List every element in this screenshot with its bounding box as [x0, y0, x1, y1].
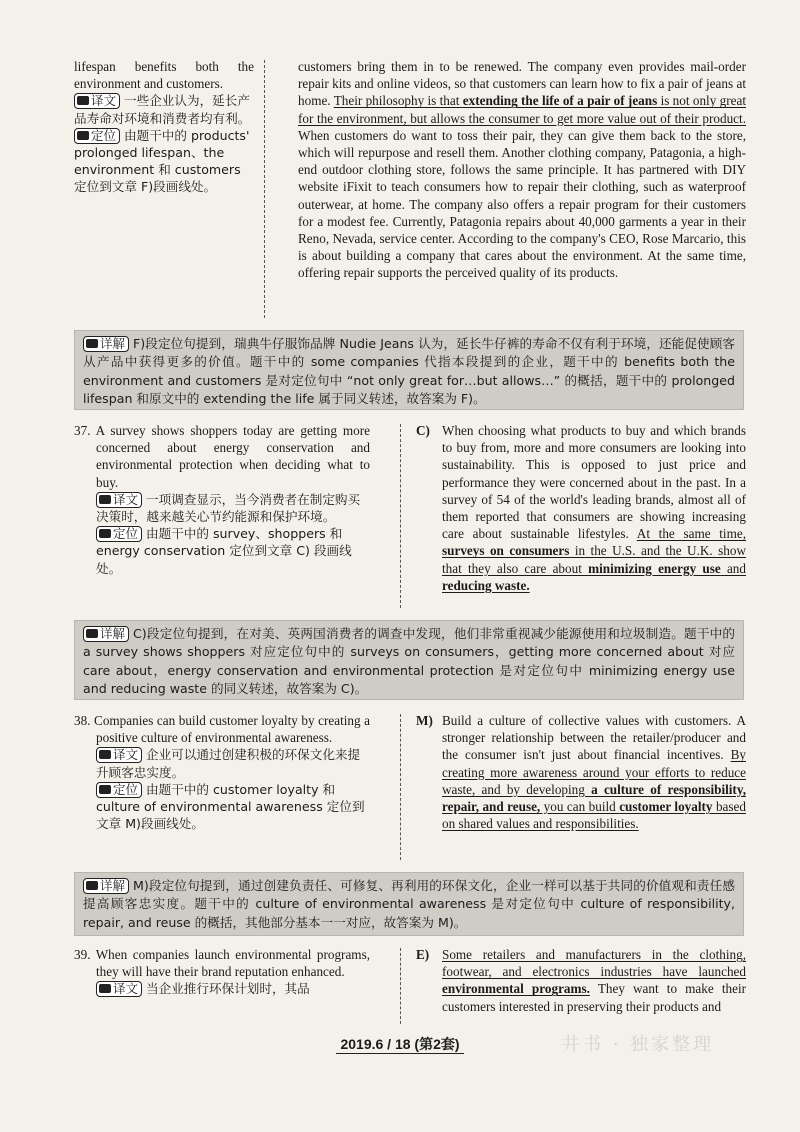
block-question-36-tail — [74, 58, 746, 320]
left-column — [74, 946, 370, 998]
locate-note: 定位 由题干中的 products' prolonged lifespan、the environment 和 customers 定位到文章 F)段画线处。 — [74, 127, 250, 195]
column-divider — [400, 948, 401, 1024]
translation: 译文 一些企业认为，延长产品寿命对环境和消费者均有利。 — [74, 93, 251, 126]
translation: 译文 当企业推行环保计划时，其品 — [74, 980, 370, 997]
column-divider — [400, 714, 401, 860]
block-question-37 — [74, 422, 746, 610]
book-icon — [99, 785, 111, 794]
explanation-box-c: 详解 C)段定位句提到，在对美、英两国消费者的调查中发现，他们非常重视减少能源使用和垃圾制造。题干中的 a survey shows shoppers 对应定位句中的 surveys on consumers，getting more concerned about 对应 care about，energy conservation and environmental protection 是对定位句中 minimizing energy use and reducing waste 的同义转述，故答案为 C)。 — [74, 620, 744, 700]
book-icon — [86, 881, 98, 890]
translation-tag: 译文 — [96, 747, 142, 763]
left-column — [74, 422, 370, 577]
question-text: 38. Companies can build customer loyalty by creating a positive culture of environmental awareness. — [74, 713, 370, 746]
question-text: 37. A survey shows shoppers today are getting more concerned about energy conservation and environmental protection when deciding what to buy. — [74, 423, 370, 490]
passage-paragraph-c: C) When choosing what products to buy and which brands to buy from, more and more consumers are looking into sustainability. This is opposed to just price and performance they were concerned about in the past. In a survey of 54 of the world's leading brands, almost all of them reported that consumers are showing increasing care about sustainable lifestyles. At the same time, surveys on consumers in the U.S. and the U.K. show that they also care about minimizing energy use and reducing waste. — [416, 423, 746, 593]
column-divider — [400, 424, 401, 608]
book-icon — [77, 131, 89, 140]
locate-tag: 定位 — [96, 526, 142, 542]
book-icon — [99, 529, 111, 538]
explanation-box-m: 详解 M)段定位句提到，通过创建负责任、可修复、再利用的环保文化，企业一样可以基于共同的价值观和责任感提高顾客忠实度。题干中的 culture of environmental awareness 是对定位句中 culture of responsibility, repair, and reuse 的概括，其他部分基本一一对应，故答案为 M)。 — [74, 872, 744, 936]
locate-note: 定位 由题干中的 survey、shoppers 和 energy conservation 定位到文章 C) 段画线处。 — [96, 526, 352, 576]
locate-note: 定位 由题干中的 customer loyalty 和 culture of environmental awareness 定位到文章 M)段画线处。 — [96, 781, 365, 832]
explanation-box-f: 详解 F)段定位句提到，瑞典牛仔服饰品牌 Nudie Jeans 认为，延长牛仔裤的寿命不仅有利于环境，还能促使顾客从产品中获得更多的价值。题干中的 some companies 代指本段提到的企业，题干中的 benefits both the environment and customers 是对定位句中 “not only great for…but allows…” 的概括，题干中的 prolonged lifespan 和原文中的 extending the life 属于同义转述，故答案为 F)。 — [74, 330, 744, 410]
page-footer: 2019.6 / 18 (第2套) — [0, 1034, 800, 1054]
locate-tag: 定位 — [96, 782, 142, 798]
question-text: 39. When companies launch environmental programs, they will have their brand reputation enhanced. — [74, 947, 370, 980]
translation: 译文 企业可以通过创建积极的环保文化来提升顾客忠实度。 — [96, 747, 361, 780]
book-icon — [99, 750, 111, 759]
book-icon — [86, 339, 98, 348]
explanation-tag: 详解 — [83, 336, 129, 352]
passage-paragraph-m: M) Build a culture of collective values with customers. A stronger relationship between the retailer/producer and the consumer isn't just about financial incentives. By creating more awareness around your efforts to reduce waste, and by developing a culture of responsibility, repair, and reuse, you can build customer loyalty based on shared values and responsibilities. — [416, 713, 746, 832]
book-icon — [86, 629, 98, 638]
explanation-tag: 详解 — [83, 878, 129, 894]
locate-tag: 定位 — [74, 128, 120, 144]
passage-paragraph-e: E) Some retailers and manufacturers in the clothing, footwear, and electronics industries have launched environmental programs. They want to make their customers interested in preserving their products and — [416, 947, 746, 1014]
explanation-tag: 详解 — [83, 626, 129, 642]
translation-tag: 译文 — [96, 492, 142, 508]
book-icon — [99, 984, 111, 993]
column-divider — [264, 60, 265, 318]
block-question-39 — [74, 946, 746, 1026]
left-column — [74, 58, 254, 196]
translation-tag: 译文 — [96, 981, 142, 997]
book-icon — [77, 96, 89, 105]
watermark: 井书 · 独家整理 — [562, 1034, 715, 1055]
translation-tag: 译文 — [74, 93, 120, 109]
question-text: lifespan benefits both the environment and customers. — [74, 59, 254, 92]
passage-paragraph-f: customers bring them in to be renewed. The company even provides mail-order repair kits and online videos, so that customers can learn how to fix a pair of jeans at home. Their philosophy is that extending the life of a pair of jeans is not only great for the environment, but allows the consumer to get more value out of their product. When customers do want to toss their pair, they can give them back to the store, which will repurpose and resell them. Another clothing company, Patagonia, a high-end outdoor clothing store, follows the same principle. It has partnered with DIY website iFixit to teach consumers how to repair their clothing, such as waterproof outerwear, at home. The company also offers a repair program for their customers for a modest fee. Currently, Patagonia repairs about 40,000 garments a year in their Reno, Nevada, service center. According to the company's CEO, Rose Marcario, this is about building a company that cares about the environment. At the same time, offering repair supports the perceived quality of its products. — [298, 59, 746, 281]
translation: 译文 一项调查显示，当今消费者在制定购买决策时，越来越关心节约能源和保护环境。 — [96, 491, 361, 525]
left-column — [74, 712, 370, 832]
book-icon — [99, 495, 111, 504]
block-question-38 — [74, 712, 746, 862]
